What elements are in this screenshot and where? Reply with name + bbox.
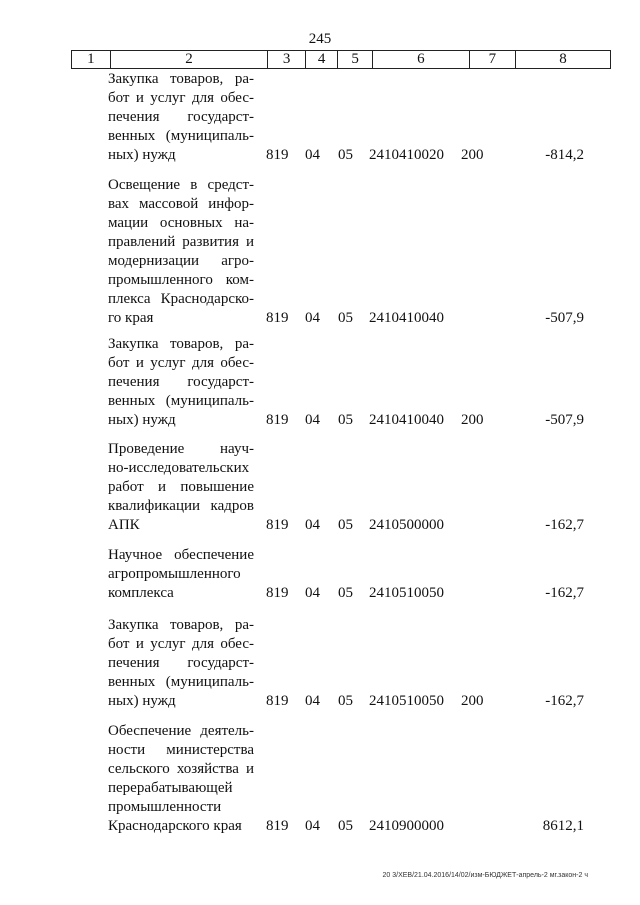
cell-c7: 200 — [461, 693, 484, 709]
cell-c4: 04 — [305, 818, 320, 834]
description-line: Закупка товаров, ра- — [108, 617, 254, 633]
column-header-table — [71, 50, 611, 69]
cell-c8: -507,9 — [545, 310, 584, 326]
cell-c6: 2410410020 — [369, 147, 444, 163]
cell-c5: 05 — [338, 517, 353, 533]
cell-c8: -162,7 — [545, 517, 584, 533]
cell-c4: 04 — [305, 310, 320, 326]
cell-c6: 2410500000 — [369, 517, 444, 533]
cell-c5: 05 — [338, 818, 353, 834]
cell-c5: 05 — [338, 147, 353, 163]
description-line: Закупка товаров, ра- — [108, 71, 254, 87]
cell-c6: 2410510050 — [369, 585, 444, 601]
cell-c8: -507,9 — [545, 412, 584, 428]
header-col-7: 7 — [469, 51, 515, 69]
description-line: печения государст- — [108, 109, 254, 125]
page-number: 245 — [308, 31, 332, 47]
description-line: сельского хозяйства и — [108, 761, 254, 777]
cell-c8: -162,7 — [545, 585, 584, 601]
header-col-5: 5 — [338, 51, 372, 69]
row-description — [108, 546, 254, 603]
row-description — [108, 722, 254, 836]
cell-c7: 200 — [461, 147, 484, 163]
cell-c3: 819 — [266, 585, 289, 601]
description-line: мации основных на- — [108, 215, 254, 231]
cell-c6: 2410900000 — [369, 818, 444, 834]
description-line: бот и услуг для обес- — [108, 90, 254, 106]
cell-c6: 2410510050 — [369, 693, 444, 709]
description-line: Краснодарского края — [108, 818, 242, 834]
description-line: Проведение науч- — [108, 441, 254, 457]
description-line: бот и услуг для обес- — [108, 636, 254, 652]
header-col-3: 3 — [268, 51, 306, 69]
description-line: промышленного ком- — [108, 272, 254, 288]
description-line: ных) нужд — [108, 693, 176, 709]
row-description — [108, 176, 254, 328]
description-line: вах массовой инфор- — [108, 196, 254, 212]
header-col-8: 8 — [515, 51, 610, 69]
description-line: комплекса — [108, 585, 174, 601]
cell-c3: 819 — [266, 818, 289, 834]
header-col-1: 1 — [72, 51, 111, 69]
description-line: Освещение в средст- — [108, 177, 254, 193]
description-line: ных) нужд — [108, 412, 176, 428]
description-line: бот и услуг для обес- — [108, 355, 254, 371]
cell-c6: 2410410040 — [369, 310, 444, 326]
cell-c4: 04 — [305, 517, 320, 533]
description-line: го края — [108, 310, 154, 326]
cell-c8: -814,2 — [545, 147, 584, 163]
description-line: квалификации кадров — [108, 498, 254, 514]
cell-c5: 05 — [338, 693, 353, 709]
cell-c3: 819 — [266, 412, 289, 428]
cell-c4: 04 — [305, 693, 320, 709]
description-line: Научное обеспечение — [108, 547, 254, 563]
description-line: правлений развития и — [108, 234, 254, 250]
footer-path: 20 3/ХЕВ/21.04.2016/14/02/изм-БЮДЖЕТ-апрель-2 мг.закон-2 ч — [382, 872, 588, 879]
header-col-6: 6 — [372, 51, 469, 69]
row-description — [108, 440, 254, 535]
description-line: но-исследовательских — [108, 460, 250, 476]
cell-c4: 04 — [305, 147, 320, 163]
description-line: перерабатывающей — [108, 780, 233, 796]
cell-c5: 05 — [338, 310, 353, 326]
header-col-2: 2 — [110, 51, 268, 69]
cell-c5: 05 — [338, 412, 353, 428]
cell-c3: 819 — [266, 517, 289, 533]
cell-c8: -162,7 — [545, 693, 584, 709]
header-col-4: 4 — [305, 51, 337, 69]
description-line: венных (муниципаль- — [108, 128, 254, 144]
description-line: венных (муниципаль- — [108, 674, 254, 690]
cell-c3: 819 — [266, 693, 289, 709]
row-description — [108, 335, 254, 430]
cell-c3: 819 — [266, 310, 289, 326]
description-line: модернизации агро- — [108, 253, 254, 269]
description-line: промышленности — [108, 799, 222, 815]
description-line: Обеспечение деятель- — [108, 723, 254, 739]
cell-c5: 05 — [338, 585, 353, 601]
cell-c4: 04 — [305, 412, 320, 428]
cell-c8: 8612,1 — [542, 818, 584, 834]
description-line: печения государст- — [108, 655, 254, 671]
row-description — [108, 70, 254, 165]
cell-c7: 200 — [461, 412, 484, 428]
description-line: ных) нужд — [108, 147, 176, 163]
description-line: венных (муниципаль- — [108, 393, 254, 409]
row-description — [108, 616, 254, 711]
description-line: плекса Краснодарско- — [108, 291, 254, 307]
description-line: работ и повышение — [108, 479, 254, 495]
cell-c6: 2410410040 — [369, 412, 444, 428]
cell-c3: 819 — [266, 147, 289, 163]
cell-c4: 04 — [305, 585, 320, 601]
description-line: АПК — [108, 517, 140, 533]
description-line: печения государст- — [108, 374, 254, 390]
description-line: агропромышленного — [108, 566, 241, 582]
description-line: ности министерства — [108, 742, 254, 758]
description-line: Закупка товаров, ра- — [108, 336, 254, 352]
